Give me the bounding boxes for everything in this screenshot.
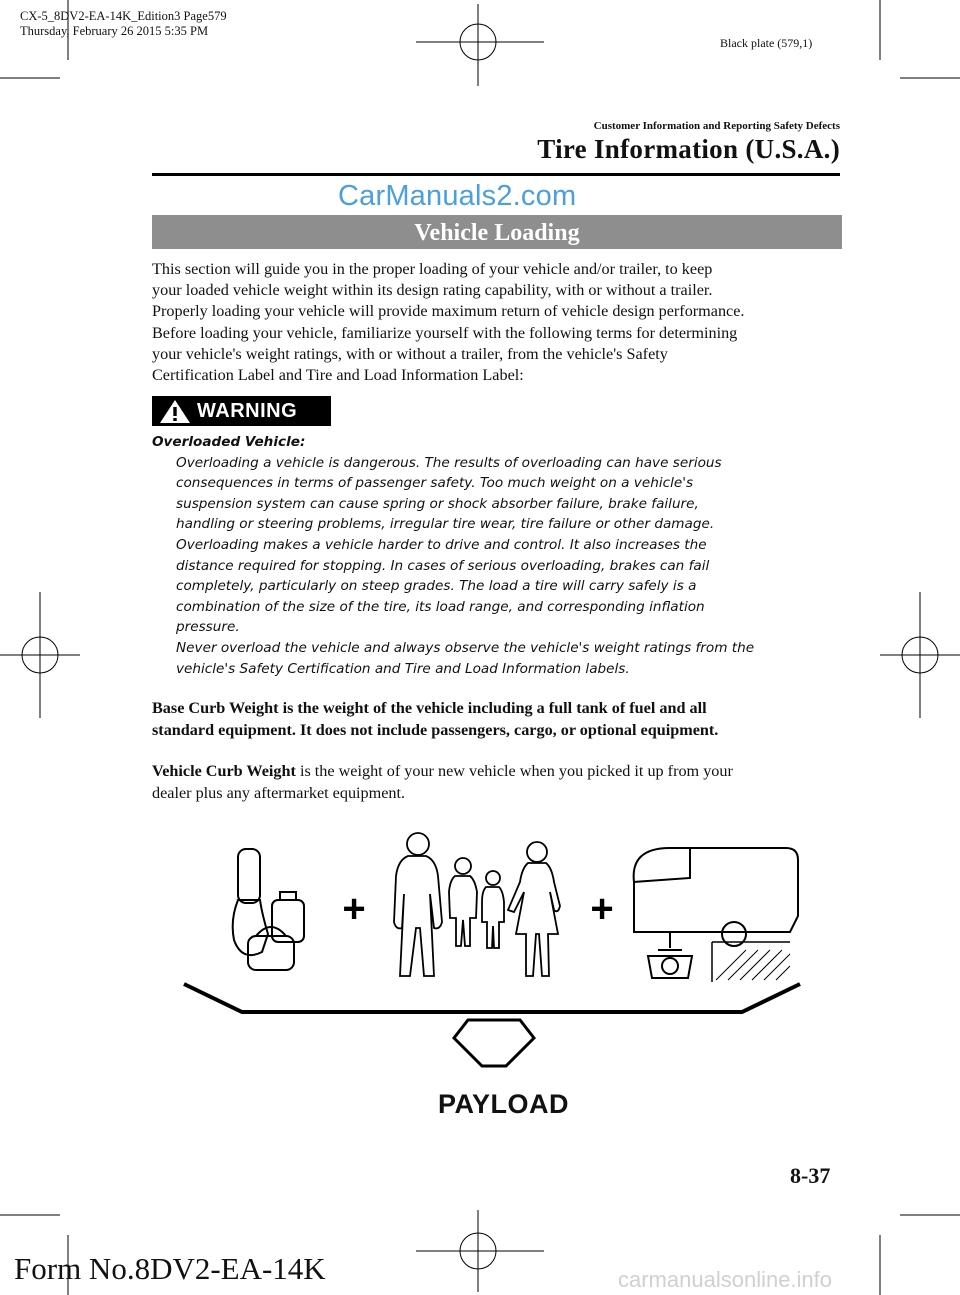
base-curb-line: Base Curb Weight is the weight of the vehicle including a full tank of fuel and all xyxy=(152,699,707,717)
payload-diagram xyxy=(150,830,810,1080)
warning-line: consequences in terms of passenger safety. Too much weight on a vehicle's xyxy=(176,475,694,492)
warning-line: vehicle's Safety Certification and Tire and Load Information labels. xyxy=(176,660,630,677)
print-info xyxy=(20,9,227,39)
warning-heading: Overloaded Vehicle: xyxy=(152,434,306,450)
form-number: Form No.8DV2-EA-14K xyxy=(14,1251,326,1286)
base-curb-line: standard equipment. It does not include passengers, cargo, or optional equipment. xyxy=(152,720,719,739)
plate-label: Black plate (579,1) xyxy=(720,36,813,50)
section-title: Tire Information (U.S.A.) xyxy=(537,134,840,164)
warning-line: Overloading a vehicle is dangerous. The results of overloading can have serious xyxy=(176,454,722,471)
vehicle-curb-text: is the weight of your new vehicle when you picked it up from your xyxy=(295,762,733,780)
warning-line: pressure. xyxy=(176,619,240,636)
warning-body xyxy=(152,453,852,680)
luggage-icon xyxy=(233,849,304,970)
family-icon xyxy=(394,833,560,976)
vehicle-curb-term: Vehicle Curb Weight xyxy=(152,762,296,780)
warning-line: suspension system can cause spring or shock absorber failure, brake failure, xyxy=(176,495,699,512)
vehicle-curb-line2: dealer plus any aftermarket equipment. xyxy=(152,783,406,802)
section-heading-band: Vehicle Loading xyxy=(152,215,842,249)
down-arrow-icon xyxy=(454,1020,534,1066)
warning-triangle-icon xyxy=(159,399,191,424)
intro-line: This section will guide you in the proper loading of your vehicle and/or trailer, to keep xyxy=(152,260,713,278)
warning-line: distance required for stopping. In cases of serious overloading, brakes can fail xyxy=(176,557,710,574)
intro-line: your vehicle's weight ratings, with or without a trailer, from the vehicle's Safety xyxy=(152,344,668,363)
warning-line: Overloading makes a vehicle harder to drive and control. It also increases the xyxy=(176,536,707,553)
warning-content xyxy=(152,432,852,679)
grouping-bracket xyxy=(184,984,800,1012)
payload-label: PAYLOAD xyxy=(438,1089,570,1119)
watermark-bottom: carmanualsonline.info xyxy=(618,1267,833,1292)
warning-line: completely, particularly on steep grades. The load a tire will carry safely is a xyxy=(176,578,697,595)
print-info-line2: Thursday, February 26 2015 5:35 PM xyxy=(20,24,209,38)
vehicle-curb-paragraph xyxy=(152,761,852,804)
intro-line: Properly loading your vehicle will provide maximum return of vehicle design performance. xyxy=(152,302,745,321)
vehicle-curb-line1 xyxy=(152,761,852,783)
intro-paragraph xyxy=(152,259,852,386)
warning-line: combination of the size of the tire, its load range, and corresponding inflation xyxy=(176,598,705,615)
base-curb-paragraph xyxy=(152,698,852,741)
title-rule xyxy=(152,173,840,176)
ground-hatching xyxy=(716,950,790,980)
intro-line: Certification Label and Tire and Load Information Label: xyxy=(152,366,524,385)
print-info-line1: CX-5_8DV2-EA-14K_Edition3 Page579 xyxy=(20,9,227,23)
warning-label: WARNING xyxy=(197,400,298,422)
intro-line: your loaded vehicle weight within its design rating capability, with or without a trailer. xyxy=(152,281,713,300)
section-subtitle: Customer Information and Reporting Safety Defects xyxy=(593,120,840,132)
plus-sign-2: + xyxy=(590,887,614,931)
trailer-on-scale-icon xyxy=(634,848,798,982)
warning-line: Never overload the vehicle and always observe the vehicle's weight ratings from the xyxy=(176,639,755,656)
watermark-top: CarManuals2.com xyxy=(338,180,577,212)
plus-sign-1: + xyxy=(342,887,366,931)
intro-line: Before loading your vehicle, familiarize yourself with the following terms for determining xyxy=(152,323,738,342)
page-number: 8-37 xyxy=(790,1163,831,1188)
warning-line: handling or steering problems, irregular tire wear, tire failure or other damage. xyxy=(176,516,715,533)
warning-badge xyxy=(152,396,331,426)
